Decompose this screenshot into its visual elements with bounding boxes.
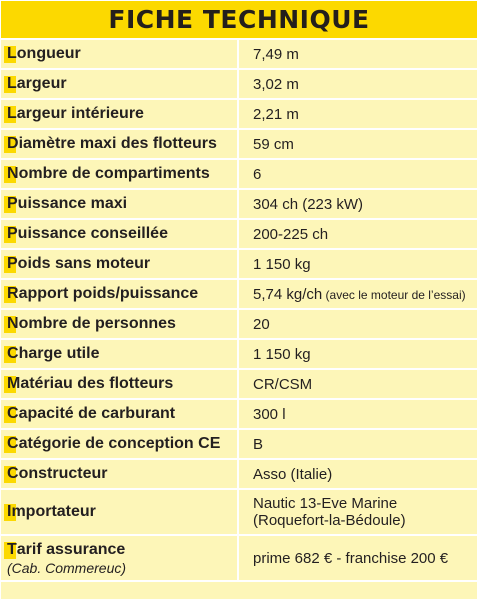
spec-value-text: 20 xyxy=(253,315,270,333)
spec-value xyxy=(239,370,477,398)
spec-label-text: uissance conseillée xyxy=(17,225,168,242)
spec-label-initial: P xyxy=(7,255,18,272)
spec-value xyxy=(239,310,477,338)
spec-value-text: 2,21 m xyxy=(253,105,299,123)
spec-label-initial: M xyxy=(7,375,21,392)
technical-sheet xyxy=(1,1,477,599)
spec-value xyxy=(239,100,477,128)
spec-label-initial: L xyxy=(7,75,17,92)
spec-value xyxy=(239,250,477,278)
spec-label-text: uissance maxi xyxy=(17,195,128,212)
spec-row xyxy=(1,370,477,400)
spec-label xyxy=(1,310,239,338)
spec-row xyxy=(1,130,477,160)
spec-value xyxy=(239,460,477,488)
spec-label-initial: L xyxy=(7,45,17,62)
spec-table xyxy=(1,40,477,582)
spec-value xyxy=(239,190,477,218)
spec-value-text: Nautic 13-Eve Marine xyxy=(253,495,398,512)
spec-label-text: iamètre maxi des flotteurs xyxy=(18,135,217,152)
spec-value-text: prime 682 € - franchise 200 € xyxy=(253,549,449,567)
spec-label-text: ongueur xyxy=(16,45,81,62)
spec-label-initial: C xyxy=(7,405,19,422)
spec-value xyxy=(239,70,477,98)
spec-value xyxy=(239,160,477,188)
spec-label-initial: P xyxy=(7,195,18,212)
spec-value-text: 1 150 kg xyxy=(253,255,311,273)
spec-label xyxy=(1,280,239,308)
spec-label-initial: N xyxy=(7,165,19,182)
spec-value-line2: (Roquefort-la-Bédoule) xyxy=(253,512,406,529)
spec-value-text: 59 cm xyxy=(253,135,294,153)
spec-label xyxy=(1,340,239,368)
spec-label-text: apport poids/puissance xyxy=(18,285,199,302)
spec-value xyxy=(239,340,477,368)
spec-value-text: 6 xyxy=(253,165,262,183)
spec-label-text: argeur xyxy=(16,75,67,92)
spec-value xyxy=(239,130,477,158)
spec-label xyxy=(1,370,239,398)
spec-label-text: apacité de carburant xyxy=(18,405,176,422)
spec-value-text: 304 ch (223 kW) xyxy=(253,195,364,213)
sheet-title: FICHE TECHNIQUE xyxy=(1,1,477,40)
spec-value-text: 3,02 m xyxy=(253,75,299,93)
spec-label-text: oids sans moteur xyxy=(17,255,151,272)
spec-label-initial: D xyxy=(7,135,19,152)
spec-value-text: Asso (Italie) xyxy=(253,465,333,483)
spec-label-text: mportateur xyxy=(11,503,96,520)
spec-value xyxy=(239,536,477,580)
spec-row xyxy=(1,340,477,370)
spec-value xyxy=(239,220,477,248)
spec-label xyxy=(1,490,239,534)
spec-label-initial: N xyxy=(7,315,19,332)
spec-row xyxy=(1,40,477,70)
spec-label xyxy=(1,160,239,188)
spec-label-initial: R xyxy=(7,285,19,302)
spec-value xyxy=(239,280,477,308)
spec-label-initial: P xyxy=(7,225,18,242)
spec-label-text: ombre de personnes xyxy=(18,315,176,332)
spec-label-text: onstructeur xyxy=(18,465,108,482)
spec-value-text: 5,74 kg/ch xyxy=(253,285,323,303)
spec-label-initial: I xyxy=(7,503,12,520)
spec-label xyxy=(1,100,239,128)
spec-label xyxy=(1,430,239,458)
spec-value-text: 200-225 ch xyxy=(253,225,329,243)
spec-label-subtext: (Cab. Commereuc) xyxy=(7,559,127,576)
spec-row xyxy=(1,160,477,190)
spec-row xyxy=(1,400,477,430)
spec-label xyxy=(1,536,239,580)
spec-label-initial: C xyxy=(7,435,19,452)
spec-row xyxy=(1,430,477,460)
spec-label-initial: C xyxy=(7,345,19,362)
spec-row xyxy=(1,536,477,582)
spec-row xyxy=(1,70,477,100)
spec-label xyxy=(1,460,239,488)
spec-row xyxy=(1,220,477,250)
spec-label xyxy=(1,220,239,248)
spec-row xyxy=(1,490,477,536)
spec-label xyxy=(1,130,239,158)
spec-label-text: atégorie de conception CE xyxy=(18,435,221,452)
spec-row xyxy=(1,280,477,310)
spec-row xyxy=(1,250,477,280)
spec-row xyxy=(1,100,477,130)
spec-row xyxy=(1,310,477,340)
spec-value-text: CR/CSM xyxy=(253,375,313,393)
spec-label-initial: C xyxy=(7,465,19,482)
spec-label-text: argeur intérieure xyxy=(16,105,144,122)
spec-row xyxy=(1,190,477,220)
spec-label-initial: T xyxy=(7,540,17,558)
spec-value-text: 300 l xyxy=(253,405,286,423)
spec-value xyxy=(239,400,477,428)
spec-label xyxy=(1,70,239,98)
spec-value-text: 1 150 kg xyxy=(253,345,311,363)
spec-label xyxy=(1,400,239,428)
spec-value xyxy=(239,490,477,534)
spec-value xyxy=(239,40,477,68)
spec-label-text: ombre de compartiments xyxy=(18,165,210,182)
spec-label-initial: L xyxy=(7,105,17,122)
spec-value-text: B xyxy=(253,435,264,453)
spec-label-text: arif assurance xyxy=(16,540,126,558)
spec-row xyxy=(1,460,477,490)
spec-label xyxy=(1,190,239,218)
spec-value-note: (avec le moteur de l’essai) xyxy=(322,287,466,302)
spec-label xyxy=(1,250,239,278)
spec-value xyxy=(239,430,477,458)
spec-label xyxy=(1,40,239,68)
spec-label-text: atériau des flotteurs xyxy=(20,375,174,392)
spec-label-text: harge utile xyxy=(18,345,100,362)
spec-value-text: 7,49 m xyxy=(253,45,299,63)
